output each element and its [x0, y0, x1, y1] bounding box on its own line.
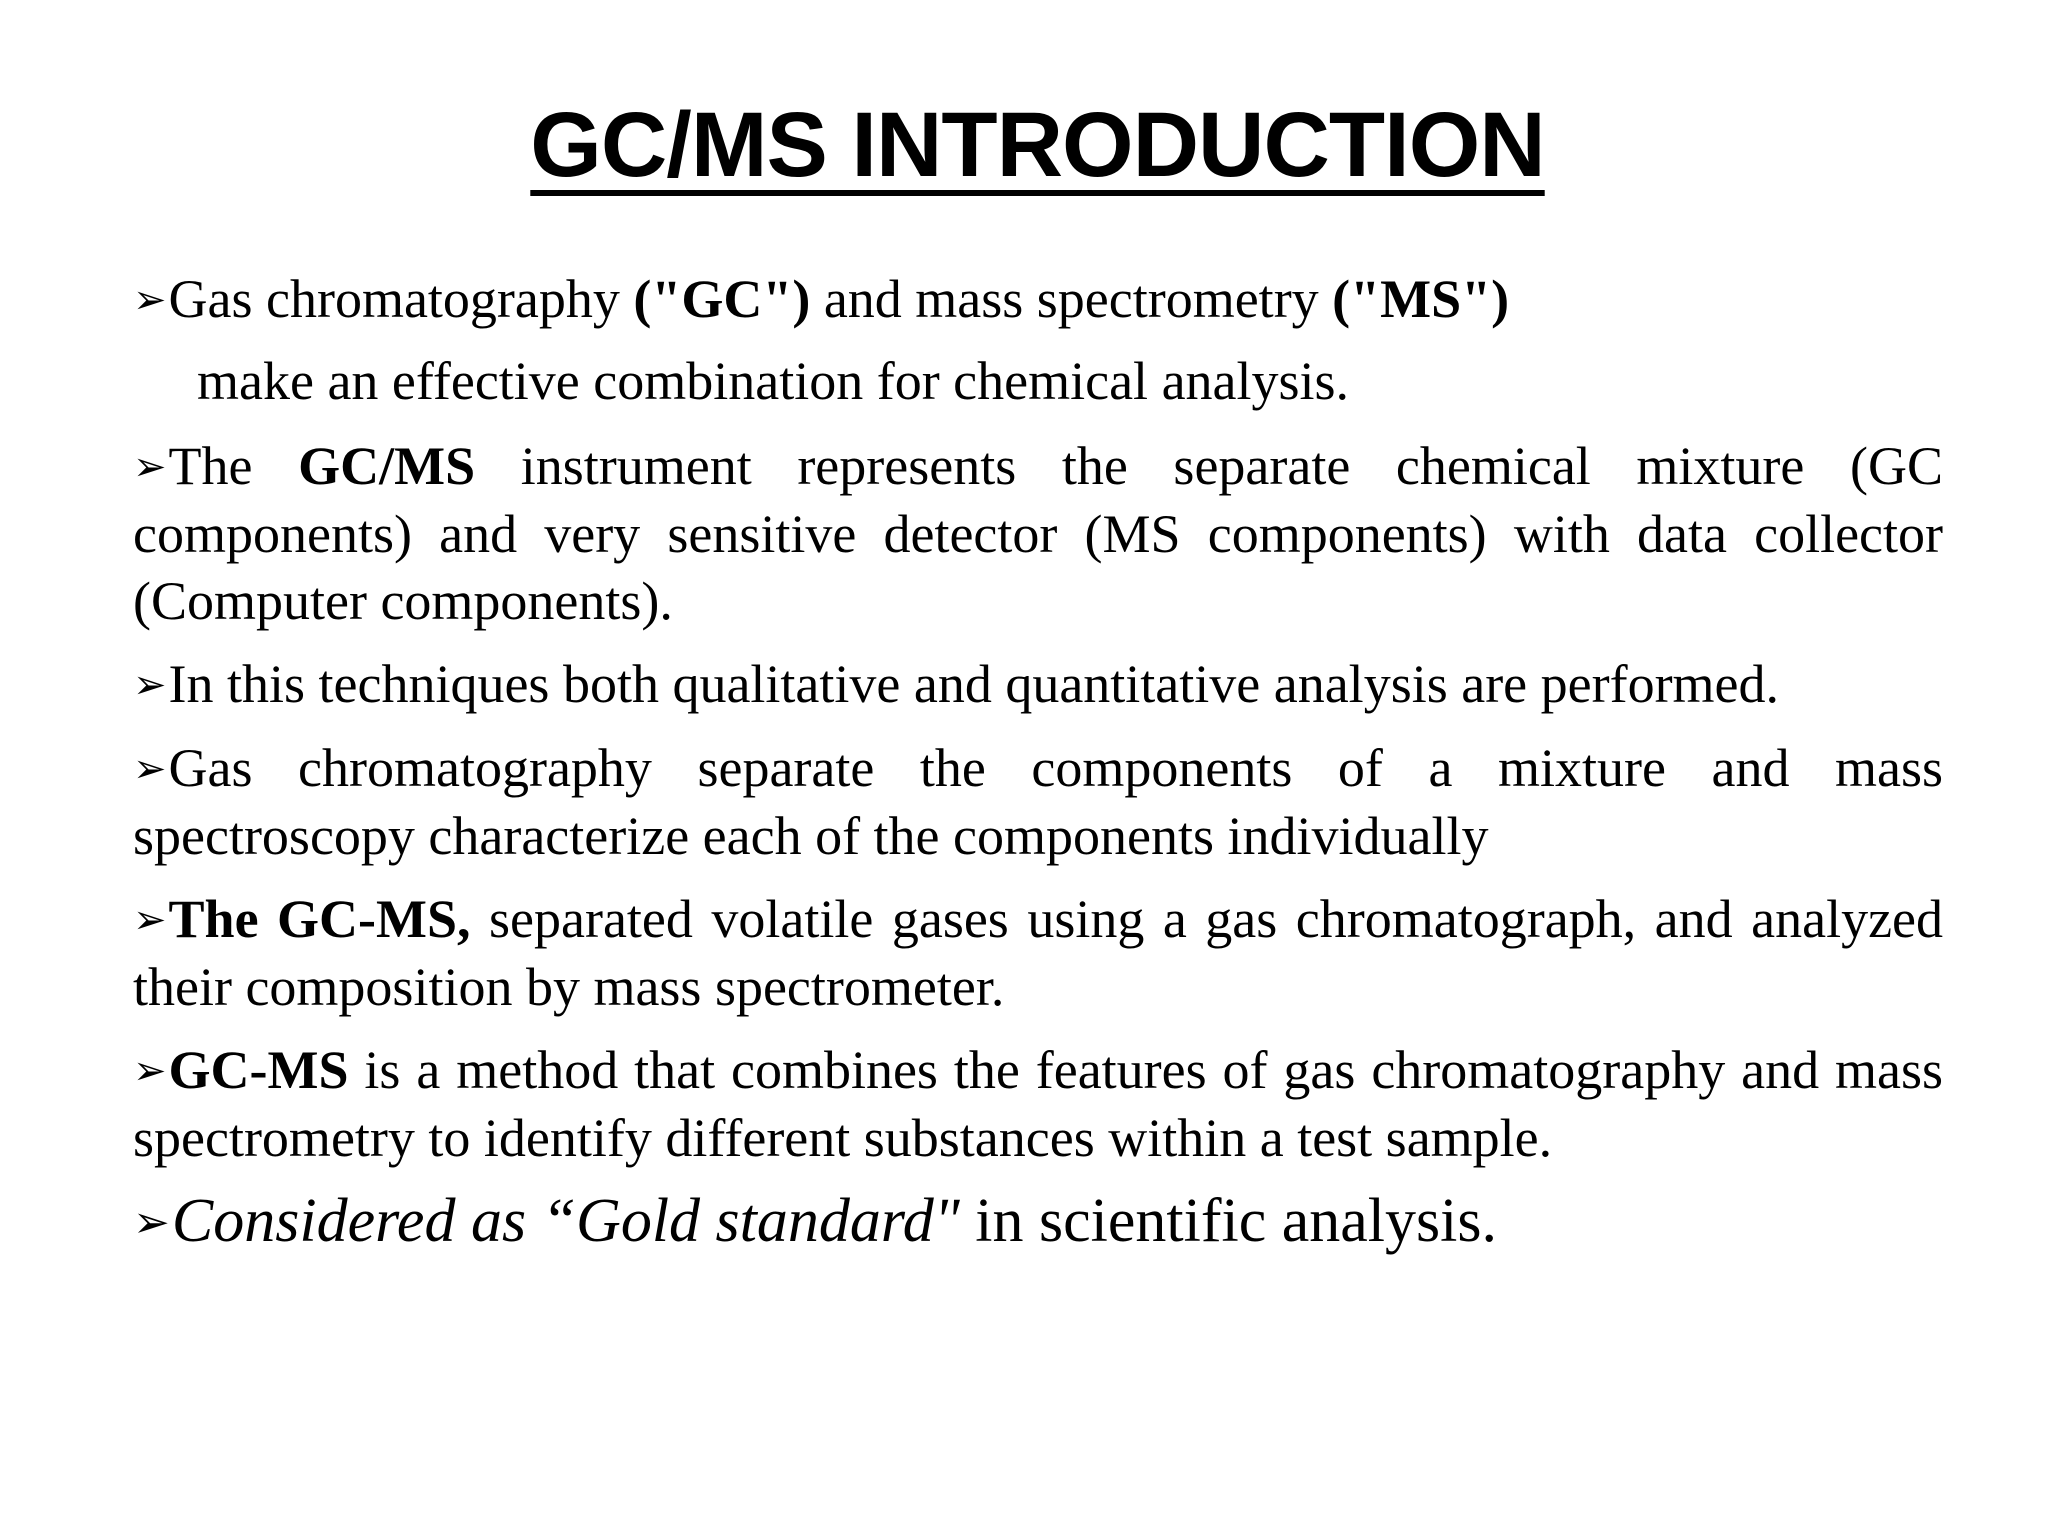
arrowhead-bullet-icon: ➢ [133, 897, 167, 943]
bullet-item [133, 1037, 1943, 1172]
bullet-text: and mass spectrometry [810, 269, 1333, 329]
bullet-bold-text: The GC-MS, [168, 889, 471, 949]
bullet-item [133, 651, 1943, 719]
arrowhead-bullet-icon: ➢ [133, 277, 167, 323]
bullet-text: The [168, 436, 299, 496]
bullet-item [133, 886, 1943, 1021]
bullet-list [133, 266, 1943, 1272]
arrowhead-bullet-icon: ➢ [133, 746, 167, 792]
bullet-item [133, 735, 1943, 870]
bullet-item [133, 433, 1943, 635]
bullet-text: is a method that combines the features of gas chromatography and mass spectrometry to identify different substances within a test sample. [133, 1040, 1943, 1168]
slide-title: GC/MS INTRODUCTION [530, 94, 1545, 196]
bullet-item [133, 266, 1943, 415]
bullet-bold-text: GC-MS [168, 1040, 349, 1100]
arrowhead-bullet-icon: ➢ [133, 1048, 167, 1094]
bullet-bold-text: GC/MS [298, 436, 476, 496]
bullet-text: separated volatile gases using a gas chromatograph, and analyzed their composition by mass spectrometer. [133, 889, 1944, 1017]
bullet-italic-text: Considered as “Gold standard" [171, 1187, 960, 1255]
bullet-text: Gas chromatography separate the components of a mixture and mass spectroscopy characterize each of the components individually [133, 738, 1943, 866]
bullet-continuation-text: make an effective combination for chemical analysis. [197, 351, 1350, 411]
arrowhead-bullet-icon: ➢ [133, 444, 167, 490]
bullet-text: Gas chromatography [168, 269, 634, 329]
bullet-bold-text: ("MS") [1332, 269, 1510, 329]
arrowhead-bullet-icon: ➢ [133, 662, 167, 708]
bullet-item [133, 1188, 1943, 1256]
bullet-bold-text: ("GC") [633, 269, 811, 329]
bullet-text: instrument represents the separate chemical mixture (GC components) and very sensitive detector (MS components) with data collector (Computer components). [133, 436, 1943, 631]
bullet-text: in scientific analysis. [959, 1187, 1497, 1255]
arrowhead-bullet-icon: ➢ [133, 1197, 170, 1248]
bullet-text: In this techniques both qualitative and quantitative analysis are performed. [168, 654, 1780, 714]
